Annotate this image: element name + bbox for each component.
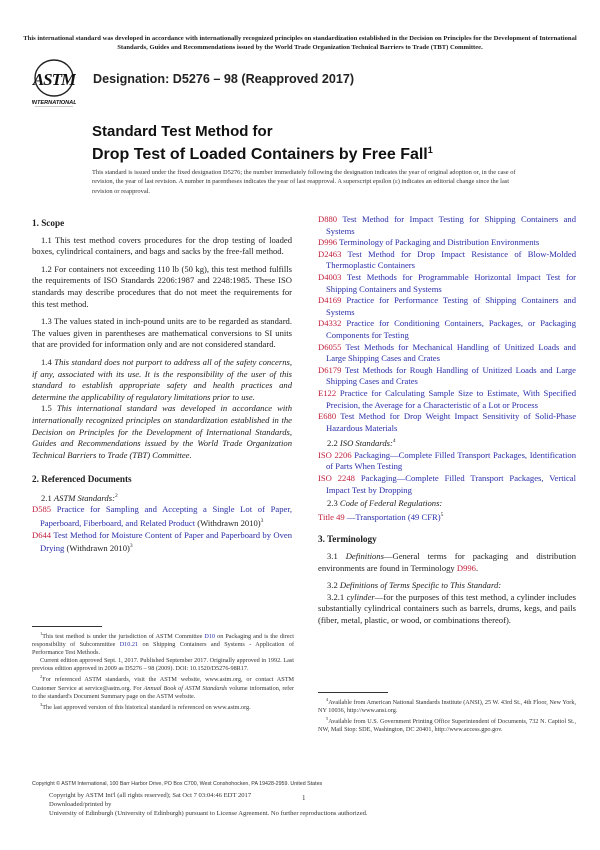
reference-title[interactable]: Practice for Conditioning Containers, Packages, or Packaging Components for Testing bbox=[326, 318, 576, 340]
terminology-3-2 bbox=[318, 580, 576, 592]
edition-note: Current edition approved Sept. 1, 2017. Published September 2017. Originally approved in 1992. Last previous edition approved in 2009 as D5276 – 98 (2009). DOI: 10.1520/D5276-98R17. bbox=[32, 657, 294, 673]
reference-item[interactable] bbox=[318, 237, 576, 249]
terminology-link[interactable]: D996 bbox=[456, 562, 476, 573]
footnote-text: on Shipping Containers and Systems - Application of Performance Test Methods. bbox=[32, 641, 295, 657]
reference-title[interactable]: Practice for Calculating Sample Size to Estimate, With Specified Precision, the Average for a Characteristic of a Lot or Process bbox=[326, 387, 576, 410]
footnote-3 bbox=[32, 701, 294, 712]
reference-code[interactable]: E122 bbox=[318, 387, 337, 398]
footnote-5 bbox=[318, 715, 576, 734]
reference-title[interactable]: Packaging—Complete Filled Transport Packages, Vertical Impact Test by Dropping bbox=[326, 473, 577, 495]
svg-text:INTERNATIONAL: INTERNATIONAL bbox=[32, 100, 76, 106]
designation: Designation: D5276 – 98 (Reapproved 2017) bbox=[93, 72, 355, 86]
footnote-italic: Annual Book of ASTM Standards bbox=[143, 684, 228, 692]
terminology-3-1: 3.1 Definitions—General terms for packaging and distribution environments are found in Terminology D996. bbox=[318, 551, 576, 573]
footnotes-left bbox=[32, 630, 294, 712]
reference-item[interactable] bbox=[318, 318, 576, 341]
reference-title[interactable]: Packaging—Complete Filled Transport Packages, Identification of Parts When Testing bbox=[326, 449, 576, 472]
scope-1-1: 1.1 This test method covers procedures for the drop testing of loaded boxes, cylindrical containers, and bags and sacks by the free-fall method. bbox=[32, 234, 292, 257]
reference-title[interactable]: Terminology of Packaging and Distribution Environments bbox=[339, 237, 540, 248]
download-notice bbox=[49, 792, 368, 818]
footnote-mark: 4 bbox=[392, 438, 396, 445]
footnote-mark: 3 bbox=[260, 518, 264, 525]
reference-item[interactable] bbox=[318, 214, 576, 237]
para-text: Definitions of Terms Specific to This Standard: bbox=[339, 580, 502, 591]
reference-title[interactable]: Practice for Performance Testing of Shipping Containers and Systems bbox=[326, 295, 576, 317]
title-text: Drop Test of Loaded Containers by Free Fall bbox=[92, 146, 428, 163]
footnote-text: This test method is under the jurisdiction of ASTM Committee bbox=[42, 633, 203, 640]
cfr-label bbox=[318, 498, 576, 510]
download-line-1: Copyright by ASTM Int'l (all rights reserved); Sat Oct 7 03:04:46 EDT 2017 bbox=[49, 792, 252, 799]
reference-code[interactable]: E680 bbox=[318, 411, 337, 422]
download-line-3: University of Edinburgh (University of Edinburgh) pursuant to License Agreement. No further reproductions authorized. bbox=[49, 809, 368, 817]
scope-1-4 bbox=[32, 357, 292, 403]
reference-code[interactable]: Title 49 bbox=[318, 511, 345, 522]
para-text: —for the purposes of this test method, a cylinder includes substantially cylindrical containers such as barrels, drums, kegs, and pails (fiber, metal, plastic, or wood, or combinations thereof). bbox=[318, 591, 577, 625]
footnote-mark: 1 bbox=[40, 631, 43, 636]
astm-logo bbox=[32, 58, 76, 108]
para-number: 2.3 bbox=[327, 498, 338, 509]
reference-code[interactable]: D644 bbox=[32, 529, 52, 540]
reference-item[interactable] bbox=[318, 411, 576, 434]
reference-code[interactable]: ISO 2248 bbox=[318, 473, 355, 484]
para-number: 1.5 bbox=[41, 403, 52, 414]
label-text: ISO Standards: bbox=[339, 438, 393, 449]
footnote-text: volume information, refer to the standard's Document Summary page on the ASTM website. bbox=[32, 684, 295, 700]
astm-standards-label bbox=[32, 491, 292, 505]
copyright-line: Copyright © ASTM International, 100 Barr Harbor Drive, PO Box C700, West Conshohocken, PA 19428-2959. United States bbox=[32, 781, 323, 787]
reference-item[interactable] bbox=[318, 388, 576, 411]
scope-1-5 bbox=[32, 403, 292, 461]
astm-logo-icon bbox=[32, 58, 76, 108]
reference-item[interactable] bbox=[318, 450, 576, 473]
para-number: 2.2 bbox=[327, 438, 338, 449]
reference-item[interactable] bbox=[32, 504, 292, 529]
reference-title[interactable]: Test Methods for Mechanical Handling of Unitized Loads and Large Shipping Cases and Crates bbox=[326, 341, 576, 364]
reference-title[interactable]: Test Method for Impact Testing for Shipping Containers and Systems bbox=[326, 214, 577, 236]
footnote-text: The last approved version of this historical standard is referenced on www.astm.org. bbox=[42, 703, 251, 711]
term: cylinder bbox=[346, 591, 375, 602]
footnote-mark: 3 bbox=[40, 701, 43, 707]
download-line-2: Downloaded/printed by bbox=[49, 800, 112, 808]
label-text: Code of Federal Regulations: bbox=[339, 498, 443, 509]
reference-title[interactable]: Test Method for Moisture Content of Paper and Paperboard by Oven Drying bbox=[40, 529, 292, 554]
withdrawn-note: (Withdrawn 2010) bbox=[197, 518, 261, 529]
reference-code[interactable]: D4003 bbox=[318, 271, 342, 282]
para-number: 3.2.1 bbox=[327, 591, 345, 602]
svg-text:ASTM: ASTM bbox=[32, 70, 76, 89]
left-column bbox=[32, 218, 292, 555]
page-number: 1 bbox=[302, 794, 306, 802]
reference-item[interactable] bbox=[318, 272, 576, 295]
para-number: 3.2 bbox=[327, 580, 338, 591]
para-text: —General terms for packaging and distribution environments are found in Terminology bbox=[318, 551, 576, 573]
reference-title[interactable]: Test Method for Drop Weight Impact Sensitivity of Solid-Phase Hazardous Materials bbox=[326, 411, 577, 433]
title-footnote-mark: 1 bbox=[427, 145, 433, 155]
iso-standards-label bbox=[318, 436, 576, 450]
reference-title[interactable]: Test Methods for Programmable Horizontal Impact Test for Shipping Containers and Systems bbox=[326, 271, 576, 294]
footnote-divider bbox=[318, 692, 388, 693]
label-text: ASTM Standards: bbox=[53, 492, 115, 503]
footnote-mark: 5 bbox=[440, 511, 444, 518]
para-number: 1.4 bbox=[41, 356, 52, 367]
document-title bbox=[92, 123, 433, 164]
reference-title[interactable]: —Transportation (49 CFR) bbox=[346, 511, 441, 522]
para-text: This standard does not purport to address all of the safety concerns, if any, associated with its use. It is the responsibility of the user of this standard to establish appropriate safety and health practices and determine the applicability of regulatory limitations prior to use. bbox=[32, 356, 292, 402]
footnotes-right bbox=[318, 696, 576, 734]
subcommittee-link[interactable]: D10.21 bbox=[119, 641, 139, 649]
reference-code[interactable]: D4169 bbox=[318, 295, 342, 306]
reference-title[interactable]: Practice for Sampling and Accepting a Single Lot of Paper, Paperboard, Fiberboard, and Related Product bbox=[40, 504, 292, 529]
title-line-1: Standard Test Method for bbox=[92, 123, 273, 140]
issuance-statement: This standard is issued under the fixed designation D5276; the number immediately following the designation indicates the year of original adoption or, in the case of revision, the year of last revision. A number in parentheses indicates the year of last reapproval. A superscript epsilon (ε) indicates an editorial change since the last revision or reapproval. bbox=[92, 169, 516, 195]
footnote-mark: 4 bbox=[326, 697, 329, 702]
footnote-4 bbox=[318, 696, 576, 715]
reference-item[interactable] bbox=[318, 473, 576, 496]
para-number: 3.1 bbox=[327, 551, 338, 562]
reference-code[interactable]: D2463 bbox=[318, 248, 342, 259]
reference-title[interactable]: Test Method for Drop Impact Resistance of Blow-Molded Thermoplastic Containers bbox=[326, 248, 577, 271]
reference-code[interactable]: D6179 bbox=[318, 364, 342, 375]
scope-1-2: 1.2 For containers not exceeding 110 lb (50 kg), this test method fulfills the requirements of ISO Standards 2206:1987 and 2248:1985. These ISO standards may describe procedures that do not meet the requirements for this test method. bbox=[32, 263, 292, 309]
title-line-2 bbox=[92, 141, 433, 164]
right-column bbox=[318, 214, 576, 633]
footnote-mark: 2 bbox=[114, 492, 118, 499]
footnote-divider bbox=[32, 626, 102, 627]
reference-code[interactable]: D4332 bbox=[318, 318, 342, 329]
scope-1-3: 1.3 The values stated in inch-pound units are to be regarded as standard. The values given in parentheses are mathematical conversions to SI units that are provided for information only and are not considered standard. bbox=[32, 316, 292, 350]
reference-code[interactable]: D585 bbox=[32, 504, 52, 515]
reference-item[interactable] bbox=[318, 510, 576, 524]
reference-code[interactable]: D6055 bbox=[318, 341, 342, 352]
footnote-mark: 2 bbox=[40, 674, 43, 680]
reference-item[interactable] bbox=[32, 530, 292, 555]
section-heading-referenced: 2. Referenced Documents bbox=[32, 474, 132, 485]
section-heading-scope: 1. Scope bbox=[32, 218, 65, 228]
footnote-1 bbox=[32, 630, 294, 657]
reference-item[interactable] bbox=[318, 249, 576, 272]
footnote-text: on Packaging and is the direct responsibility of Subcommittee bbox=[32, 633, 295, 649]
term: Definitions bbox=[345, 551, 384, 562]
para-text: This international standard was developed in accordance with internationally recognized principles on standardization established in the Decision on Principles for the Development of International Standards, Guides and Recommendations issued by the World Trade Organization Technical Barriers to Trade (TBT) Committee. bbox=[32, 403, 292, 460]
terminology-3-2-1 bbox=[318, 592, 576, 627]
footnote-mark: 5 bbox=[326, 716, 329, 722]
committee-link[interactable]: D10 bbox=[204, 633, 216, 640]
withdrawn-note: (Withdrawn 2010) bbox=[66, 543, 130, 554]
footnote-text: Available from U.S. Government Printing Office Superintendent of Documents, 732 N. Capitol St., NW, Mail Stop: SDE, Washington, DC 20401, http://www.access.gpo.gov. bbox=[318, 718, 576, 734]
reference-item[interactable] bbox=[318, 295, 576, 318]
reference-item[interactable] bbox=[318, 365, 576, 388]
reference-code[interactable]: D996 bbox=[318, 237, 338, 248]
reference-code[interactable]: ISO 2206 bbox=[318, 449, 352, 460]
section-heading-terminology: 3. Terminology bbox=[318, 534, 377, 545]
wto-notice: This international standard was developed in accordance with internationally recognized principles on standardization established in the Decision on Principles for the Development of International Standards, Guides and Recommendations issued by the World Trade Organization Technical Barriers to Trade (TBT) Committee. bbox=[23, 35, 577, 51]
para-number: 2.1 bbox=[41, 492, 52, 503]
footnote-text: Available from American National Standards Institute (ANSI), 25 W. 43rd St., 4th Floor, New York, NY 10036, http://www.ansi.org. bbox=[318, 699, 576, 715]
reference-title[interactable]: Test Methods for Rough Handling of Unitized Loads and Large Shipping Cases and Crates bbox=[326, 364, 577, 387]
reference-code[interactable]: D880 bbox=[318, 214, 338, 224]
reference-item[interactable] bbox=[318, 342, 576, 365]
footnote-text: For referenced ASTM standards, visit the ASTM website, www.astm.org, or contact ASTM Customer Service at service@astm.org. For bbox=[32, 676, 294, 692]
footnote-mark: 3 bbox=[129, 543, 133, 550]
footnote-2 bbox=[32, 673, 294, 700]
